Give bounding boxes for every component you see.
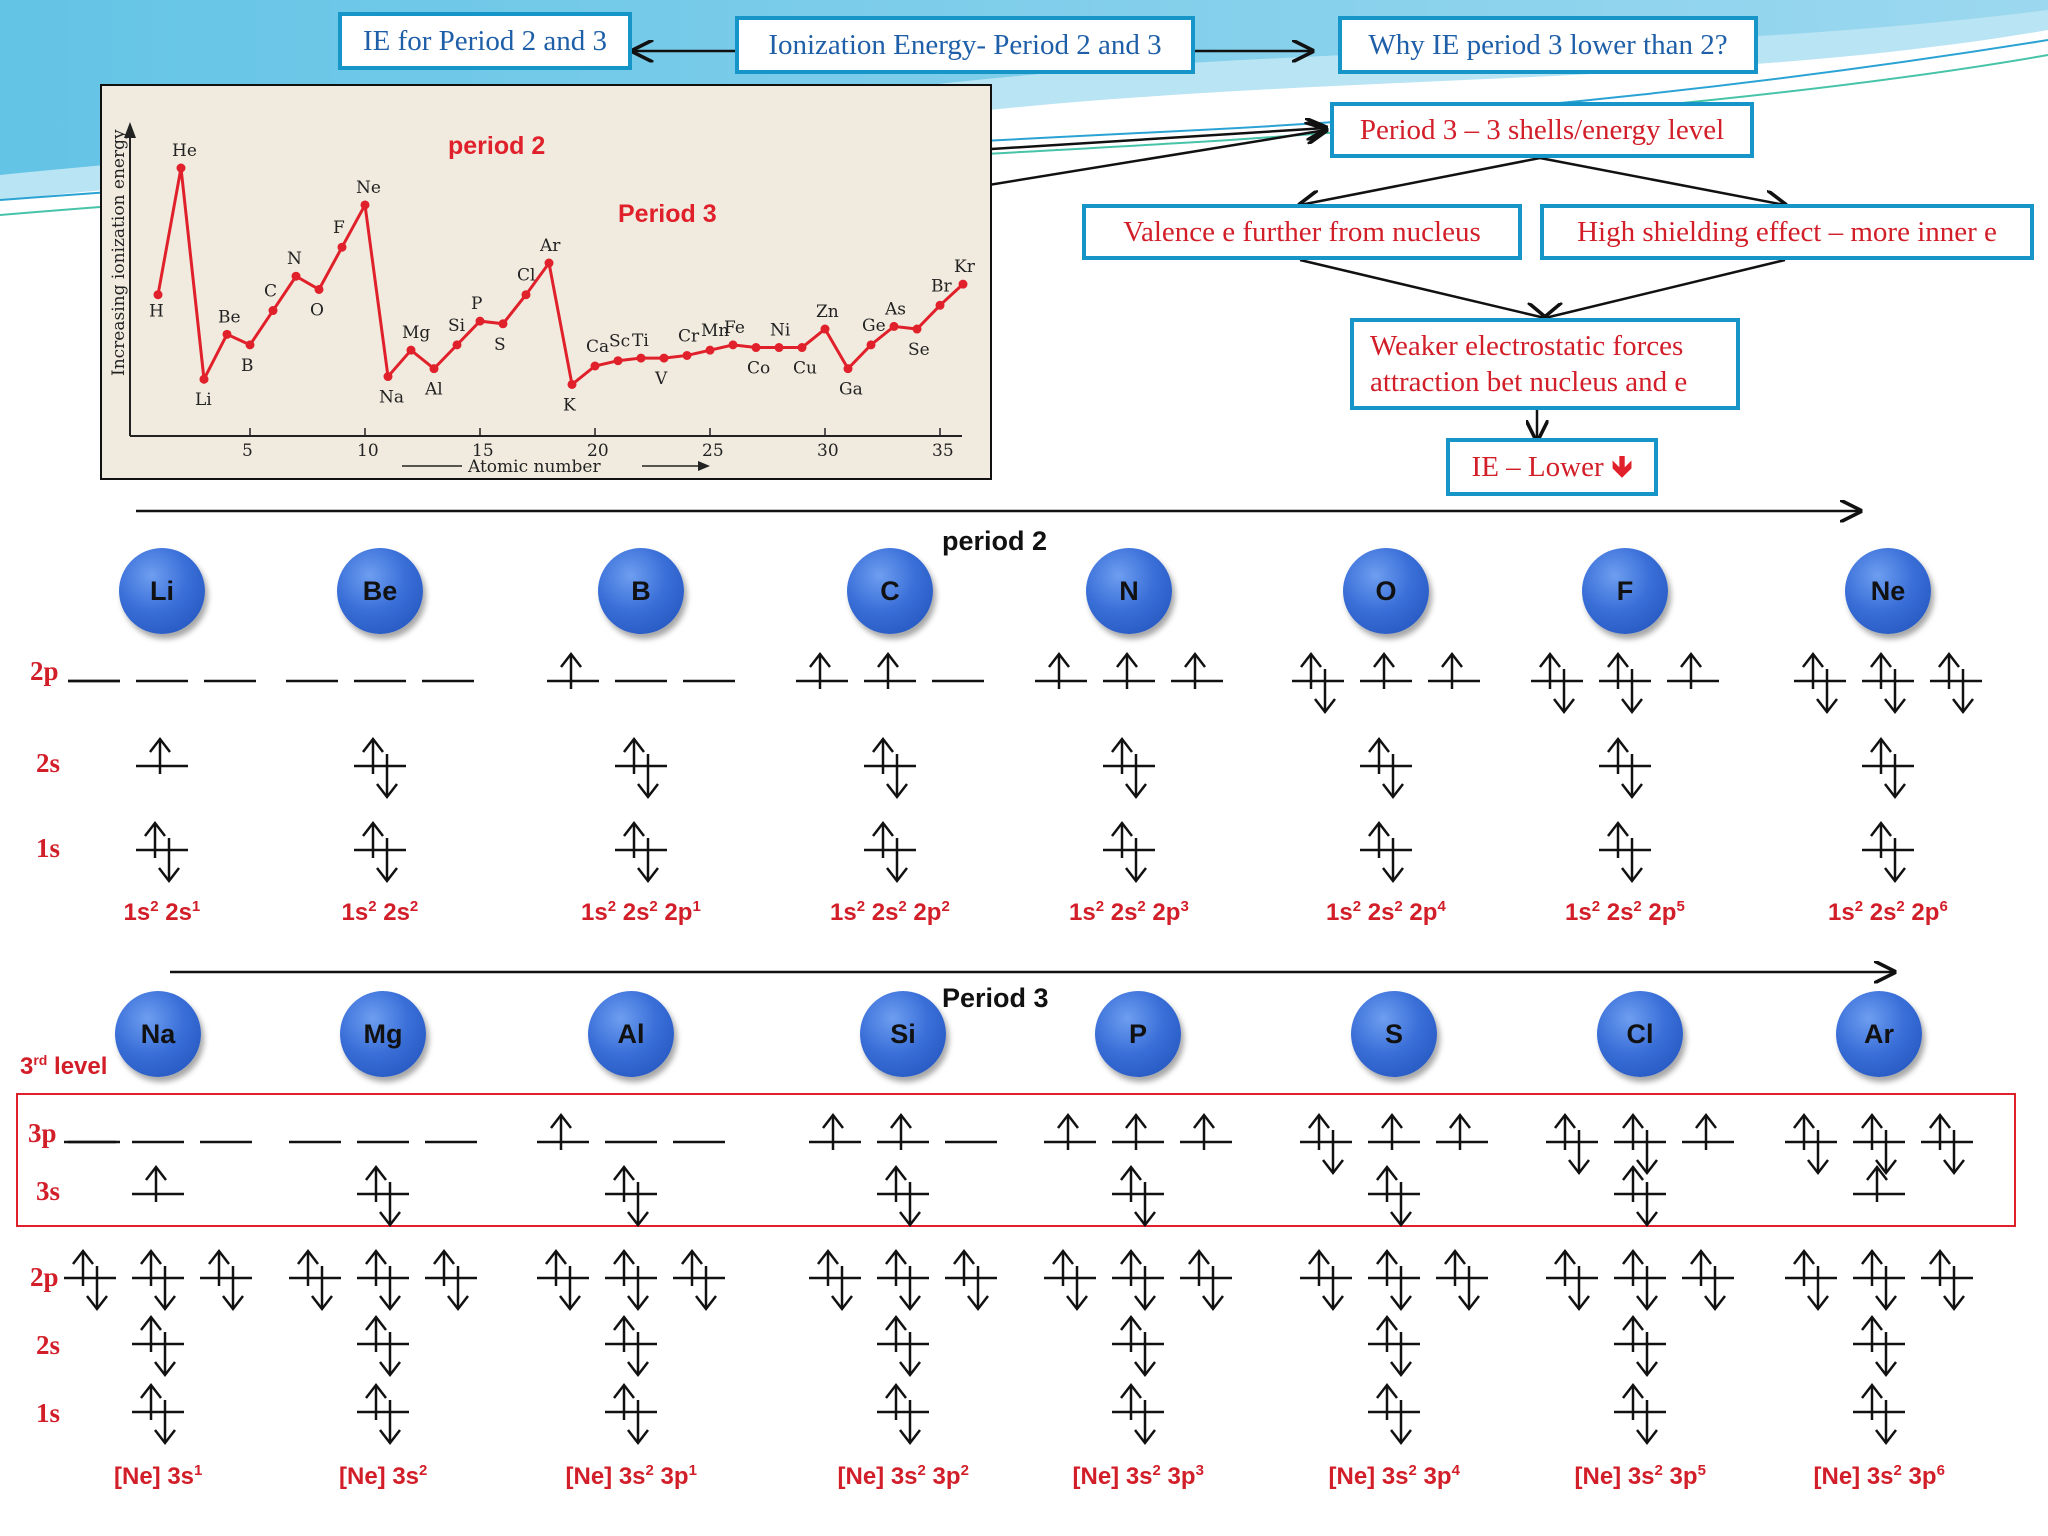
electron-config-ne: $1s^2$ $2s^2$ $2p^6$	[1828, 898, 1948, 926]
ie-point-label: Kr	[954, 257, 975, 278]
x-axis-label: Atomic number	[468, 457, 601, 477]
ie-point-label: Co	[747, 358, 771, 379]
ie-point-label: Zn	[816, 302, 839, 323]
level-label-1s-inner: 1s	[36, 1398, 61, 1428]
ie-point-label: F	[333, 218, 345, 239]
ie-point-label: As	[885, 299, 907, 320]
level-label-2p: 2p	[30, 656, 59, 686]
element-ball-ne[interactable]: Ne	[1845, 548, 1931, 634]
ie-point-label: N	[287, 249, 302, 270]
electron-config-n: $1s^2$ $2s^2$ $2p^3$	[1069, 898, 1189, 926]
electron-config-s: [Ne] $3s^2$ $3p^4$	[1328, 1462, 1460, 1490]
element-ball-b[interactable]: B	[598, 548, 684, 634]
electron-config-be: $1s^2$ $2s^2$	[341, 898, 419, 926]
ie-point-label: Mn	[701, 321, 730, 342]
element-ball-ar[interactable]: Ar	[1836, 991, 1922, 1077]
electron-config-f: $1s^2$ $2s^2$ $2p^5$	[1565, 898, 1685, 926]
ie-point-label: Ge	[862, 315, 886, 336]
high-shielding-text: High shielding effect – more inner e	[1577, 216, 1997, 248]
ie-point-label: K	[563, 395, 576, 416]
x-tick-label: 30	[817, 441, 839, 461]
period3-orbitals-al	[537, 1115, 725, 1443]
element-ball-f[interactable]: F	[1582, 548, 1668, 634]
period2-orbitals-b	[547, 654, 735, 881]
ie-lower-text: IE – Lower	[1471, 451, 1604, 483]
ie-point-label: Si	[448, 315, 466, 336]
weaker-forces-line1: Weaker electrostatic forces	[1370, 330, 1684, 362]
electron-config-si: [Ne] $3s^2$ $3p^2$	[837, 1462, 969, 1490]
period2-title: period 2	[942, 526, 1048, 556]
element-ball-na[interactable]: Na	[115, 991, 201, 1077]
graph-label-period2: period 2	[448, 132, 546, 160]
ie-point-label: Cu	[793, 358, 817, 379]
element-ball-n[interactable]: N	[1086, 548, 1172, 634]
ionization-energy-title-text: Ionization Energy- Period 2 and 3	[768, 29, 1162, 61]
ie-point-label: Ni	[770, 320, 791, 341]
electron-config-mg: [Ne] $3s^2$	[339, 1462, 428, 1490]
ie-point-label: Se	[908, 340, 930, 361]
ie-point-label: Br	[931, 276, 952, 297]
electron-config-na: [Ne] $3s^1$	[114, 1462, 203, 1490]
period3-title: Period 3	[942, 983, 1049, 1013]
ie-point-label: V	[655, 369, 668, 390]
period2-orbitals-f	[1531, 654, 1719, 881]
level-label-3p: 3p	[28, 1118, 57, 1148]
ie-point-label: Ti	[632, 331, 649, 352]
element-ball-be[interactable]: Be	[337, 548, 423, 634]
level-label-1s: 1s	[36, 833, 61, 863]
period2-orbitals-ne	[1794, 654, 1982, 881]
ie-point-label: Mg	[402, 323, 431, 344]
period2-orbitals-be	[286, 681, 474, 881]
x-tick-label: 25	[702, 441, 724, 461]
third-level-label: 3rd level	[20, 1052, 108, 1080]
graph-label-period3: Period 3	[618, 200, 717, 228]
ie-point-label: C	[264, 281, 278, 302]
electron-config-ar: [Ne] $3s^2$ $3p^6$	[1813, 1462, 1945, 1490]
ie-period-text: IE for Period 2 and 3	[362, 25, 608, 57]
ie-point-label: Cr	[678, 326, 700, 347]
ie-point-label: P	[471, 294, 483, 315]
period2-orbitals-c	[796, 654, 984, 881]
x-tick-label: 20	[587, 441, 609, 461]
period3-shells-text: Period 3 – 3 shells/energy level	[1359, 114, 1725, 146]
x-tick-label: 35	[932, 441, 954, 461]
ie-point-label: Ne	[356, 177, 381, 198]
y-axis-label: Increasing ionization energy	[109, 129, 129, 376]
ie-point-label: Cl	[517, 265, 536, 286]
level-label-3s: 3s	[36, 1176, 61, 1206]
electron-config-al: [Ne] $3s^2$ $3p^1$	[565, 1462, 697, 1490]
ie-point-label: He	[172, 141, 197, 161]
period2-orbitals-o	[1292, 654, 1480, 881]
period3-orbitals-mg	[289, 1142, 477, 1443]
ie-point-label: Al	[425, 379, 443, 400]
period3-orbitals-ar	[1785, 1115, 1973, 1443]
ie-point-label: O	[310, 300, 324, 321]
period3-orbitals-cl	[1546, 1115, 1734, 1443]
ie-point-label: Ar	[540, 236, 561, 257]
element-ball-s[interactable]: S	[1351, 991, 1437, 1077]
electron-config-c: $1s^2$ $2s^2$ $2p^2$	[830, 898, 950, 926]
period3-orbitals-si	[809, 1115, 997, 1443]
element-ball-li[interactable]: Li	[119, 548, 205, 634]
period2-orbitals-li	[68, 681, 256, 881]
x-tick-label: 10	[357, 441, 379, 461]
valence-further-text: Valence e further from nucleus	[1123, 216, 1481, 248]
period2-orbitals-n	[1035, 654, 1223, 881]
ie-point-label: Fe	[724, 317, 745, 338]
ie-point-label: Li	[195, 390, 212, 411]
level-label-2s: 2s	[36, 748, 61, 778]
ie-point-label: Na	[379, 387, 405, 408]
element-ball-c[interactable]: C	[847, 548, 933, 634]
weaker-forces-line2: attraction bet nucleus and e	[1370, 366, 1688, 398]
element-ball-p[interactable]: P	[1095, 991, 1181, 1077]
element-ball-mg[interactable]: Mg	[340, 991, 426, 1077]
electron-config-li: $1s^2$ $2s^1$	[123, 898, 201, 926]
ie-point-label: Ga	[839, 379, 863, 400]
electron-config-b: $1s^2$ $2s^2$ $2p^1$	[581, 898, 701, 926]
down-arrow-icon: 🡻	[1611, 451, 1633, 483]
period3-orbitals-s	[1300, 1115, 1488, 1443]
x-tick-label: 5	[242, 441, 253, 461]
ie-point-label: Sc	[609, 331, 631, 352]
electron-config-o: $1s^2$ $2s^2$ $2p^4$	[1326, 898, 1446, 926]
electron-config-p: [Ne] $3s^2$ $3p^3$	[1072, 1462, 1204, 1490]
ie-point-label: B	[241, 355, 254, 376]
element-ball-o[interactable]: O	[1343, 548, 1429, 634]
element-ball-al[interactable]: Al	[588, 991, 674, 1077]
why-ie-lower-text: Why IE period 3 lower than 2?	[1368, 29, 1728, 61]
element-ball-cl[interactable]: Cl	[1597, 991, 1683, 1077]
period3-orbitals-p	[1044, 1115, 1232, 1443]
ie-point-label: Be	[218, 307, 241, 328]
level-label-2p-inner: 2p	[30, 1262, 59, 1292]
ie-point-label: S	[494, 334, 506, 355]
x-tick-label: 15	[472, 441, 494, 461]
period3-orbitals-na	[64, 1142, 252, 1443]
ie-point-label: H	[149, 301, 164, 322]
element-ball-si[interactable]: Si	[860, 991, 946, 1077]
ie-point-label: Ca	[586, 337, 610, 357]
level-label-2s-inner: 2s	[36, 1330, 61, 1360]
electron-config-cl: [Ne] $3s^2$ $3p^5$	[1574, 1462, 1706, 1490]
